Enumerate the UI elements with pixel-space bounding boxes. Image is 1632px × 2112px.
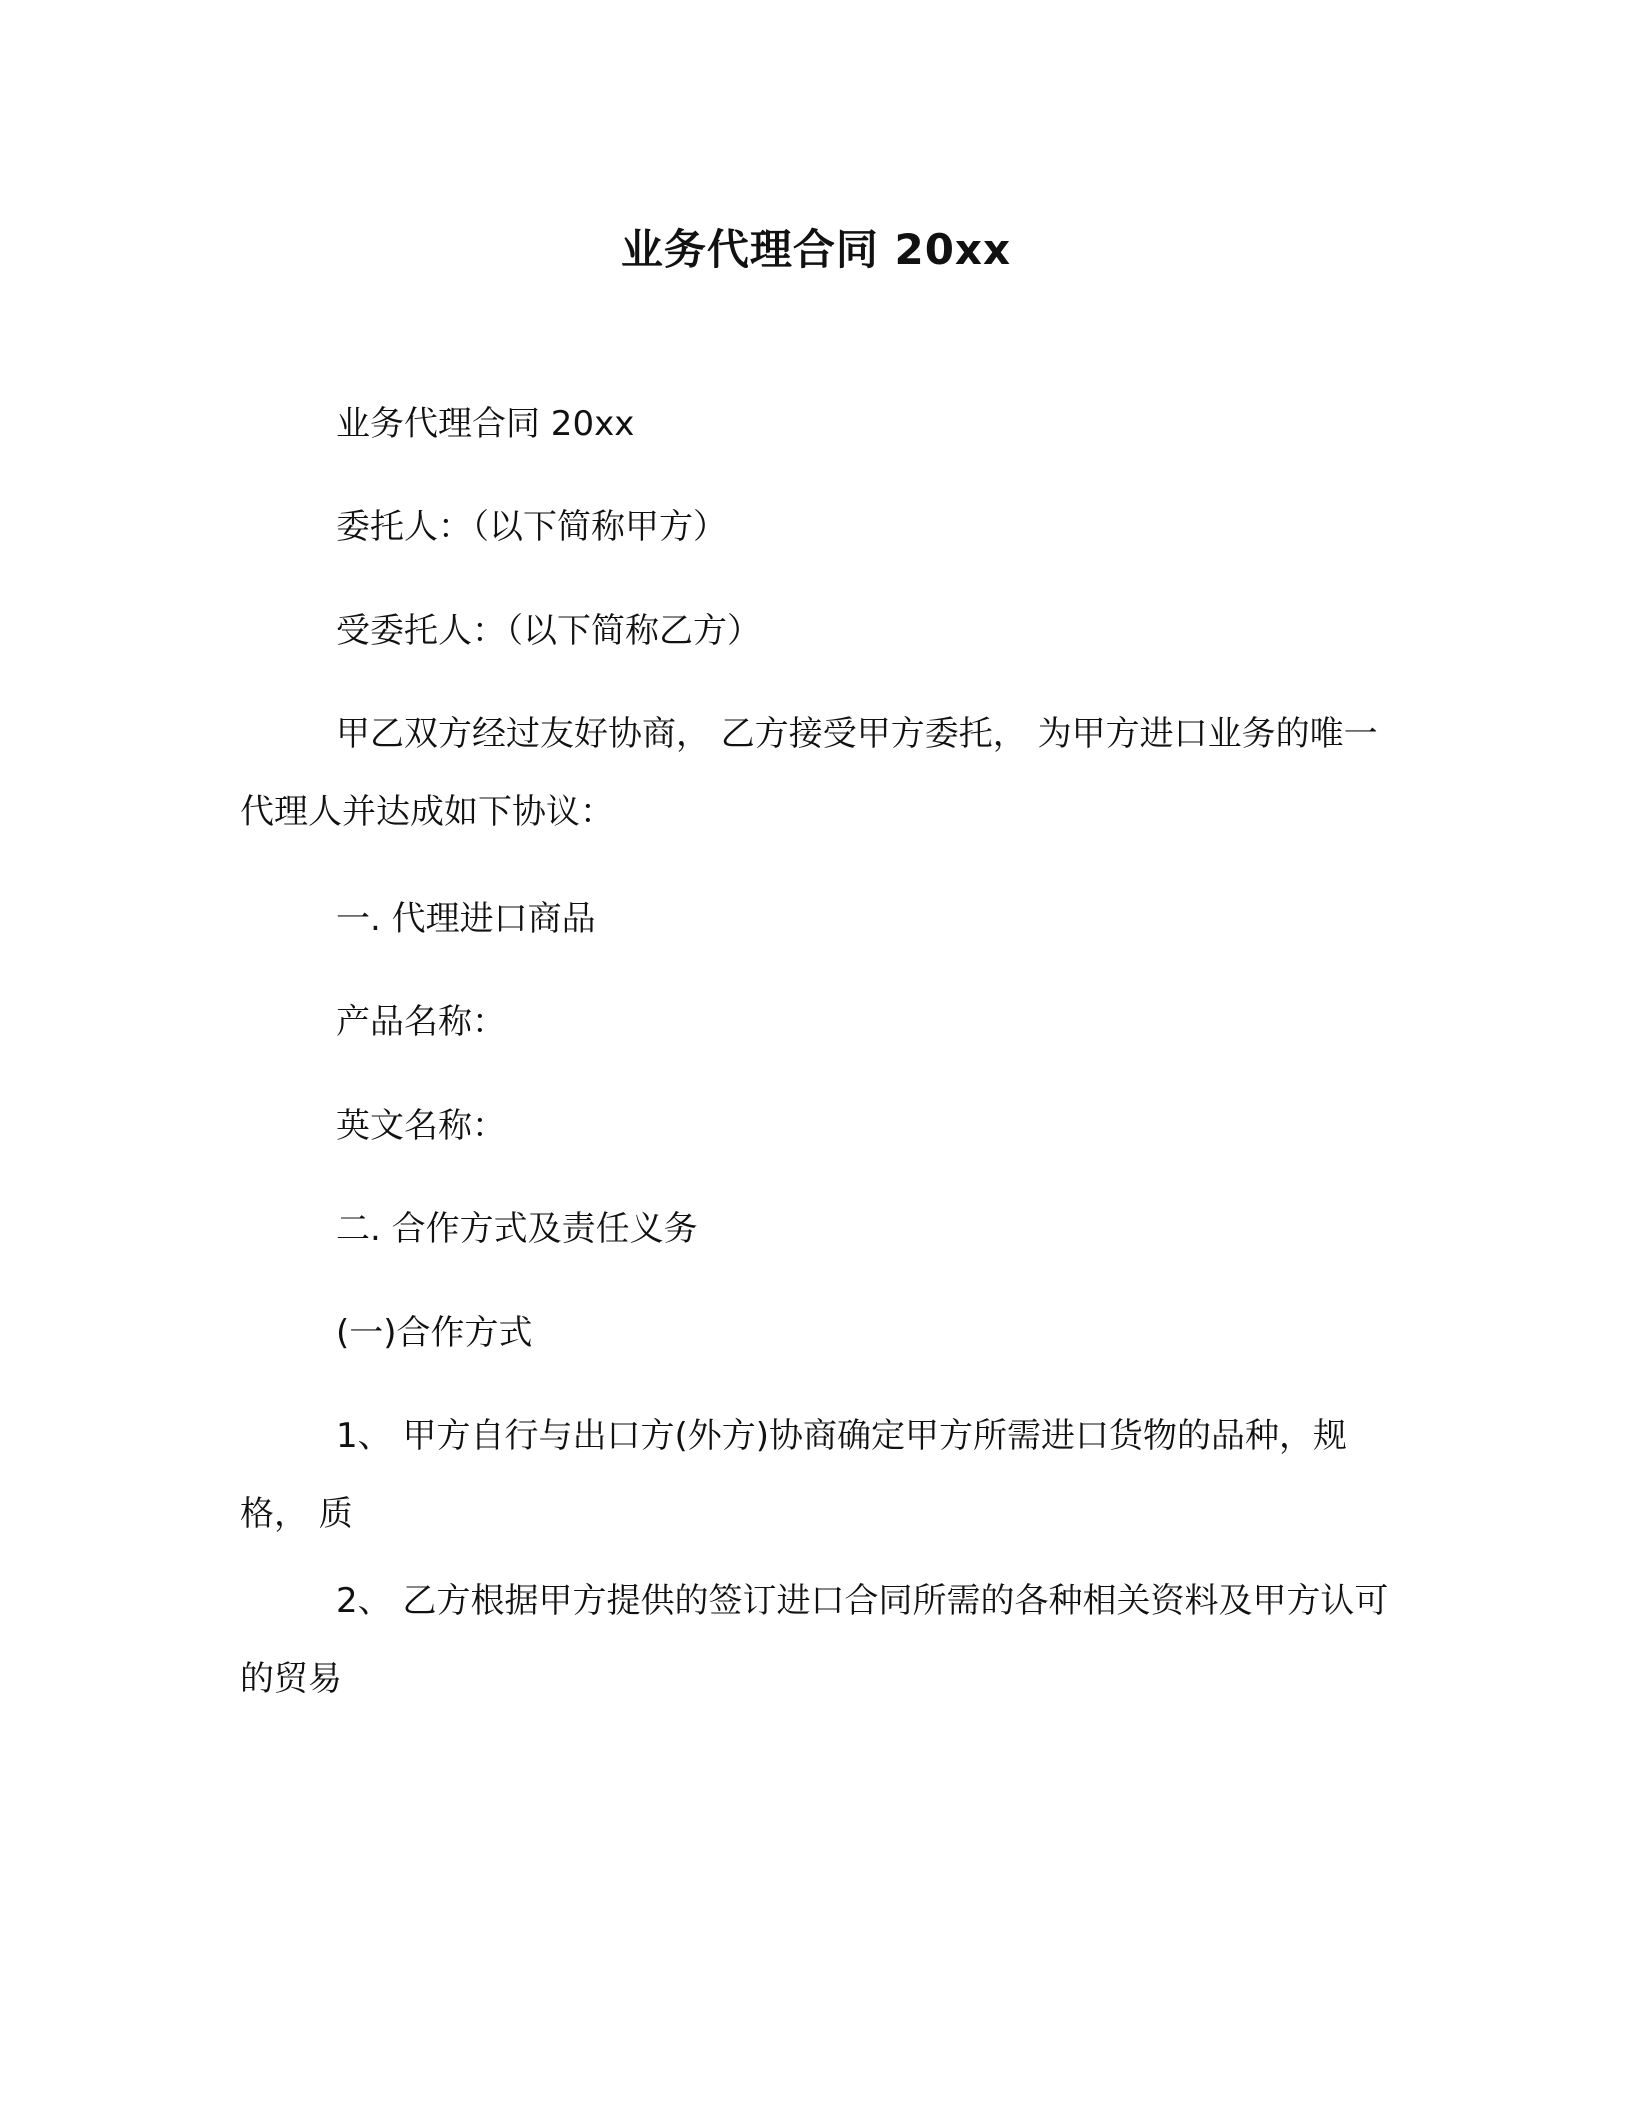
document-title: 业务代理合同 20xx (620, 225, 1012, 274)
clause-1: 1、 甲方自行与出口方(外方)协商确定甲方所需进口货物的品种，规格， 质 (240, 1416, 1347, 1534)
paragraph-product-name: 产品名称： (336, 1002, 506, 1042)
paragraph-english-name: 英文名称： (336, 1106, 506, 1146)
clause-2: 2、 乙方根据甲方提供的签订进口合同所需的各种相关资料及甲方认可的贸易 (240, 1581, 1389, 1699)
section-heading-cooperation: 二. 合作方式及责任义务 (336, 1209, 698, 1249)
paragraph-agreement-intro: 甲乙双方经过友好协商， 乙方接受甲方委托， 为甲方进口业务的唯一代理人并达成如下协议： (240, 714, 1378, 832)
paragraph-agent: 受委托人：（以下简称乙方） (336, 611, 761, 651)
section-heading-goods: 一. 代理进口商品 (336, 899, 596, 939)
subsection-heading-cooperation: (一)合作方式 (336, 1313, 533, 1353)
paragraph-contract-name: 业务代理合同 20xx (336, 404, 635, 444)
paragraph-principal: 委托人：（以下简称甲方） (336, 507, 727, 547)
